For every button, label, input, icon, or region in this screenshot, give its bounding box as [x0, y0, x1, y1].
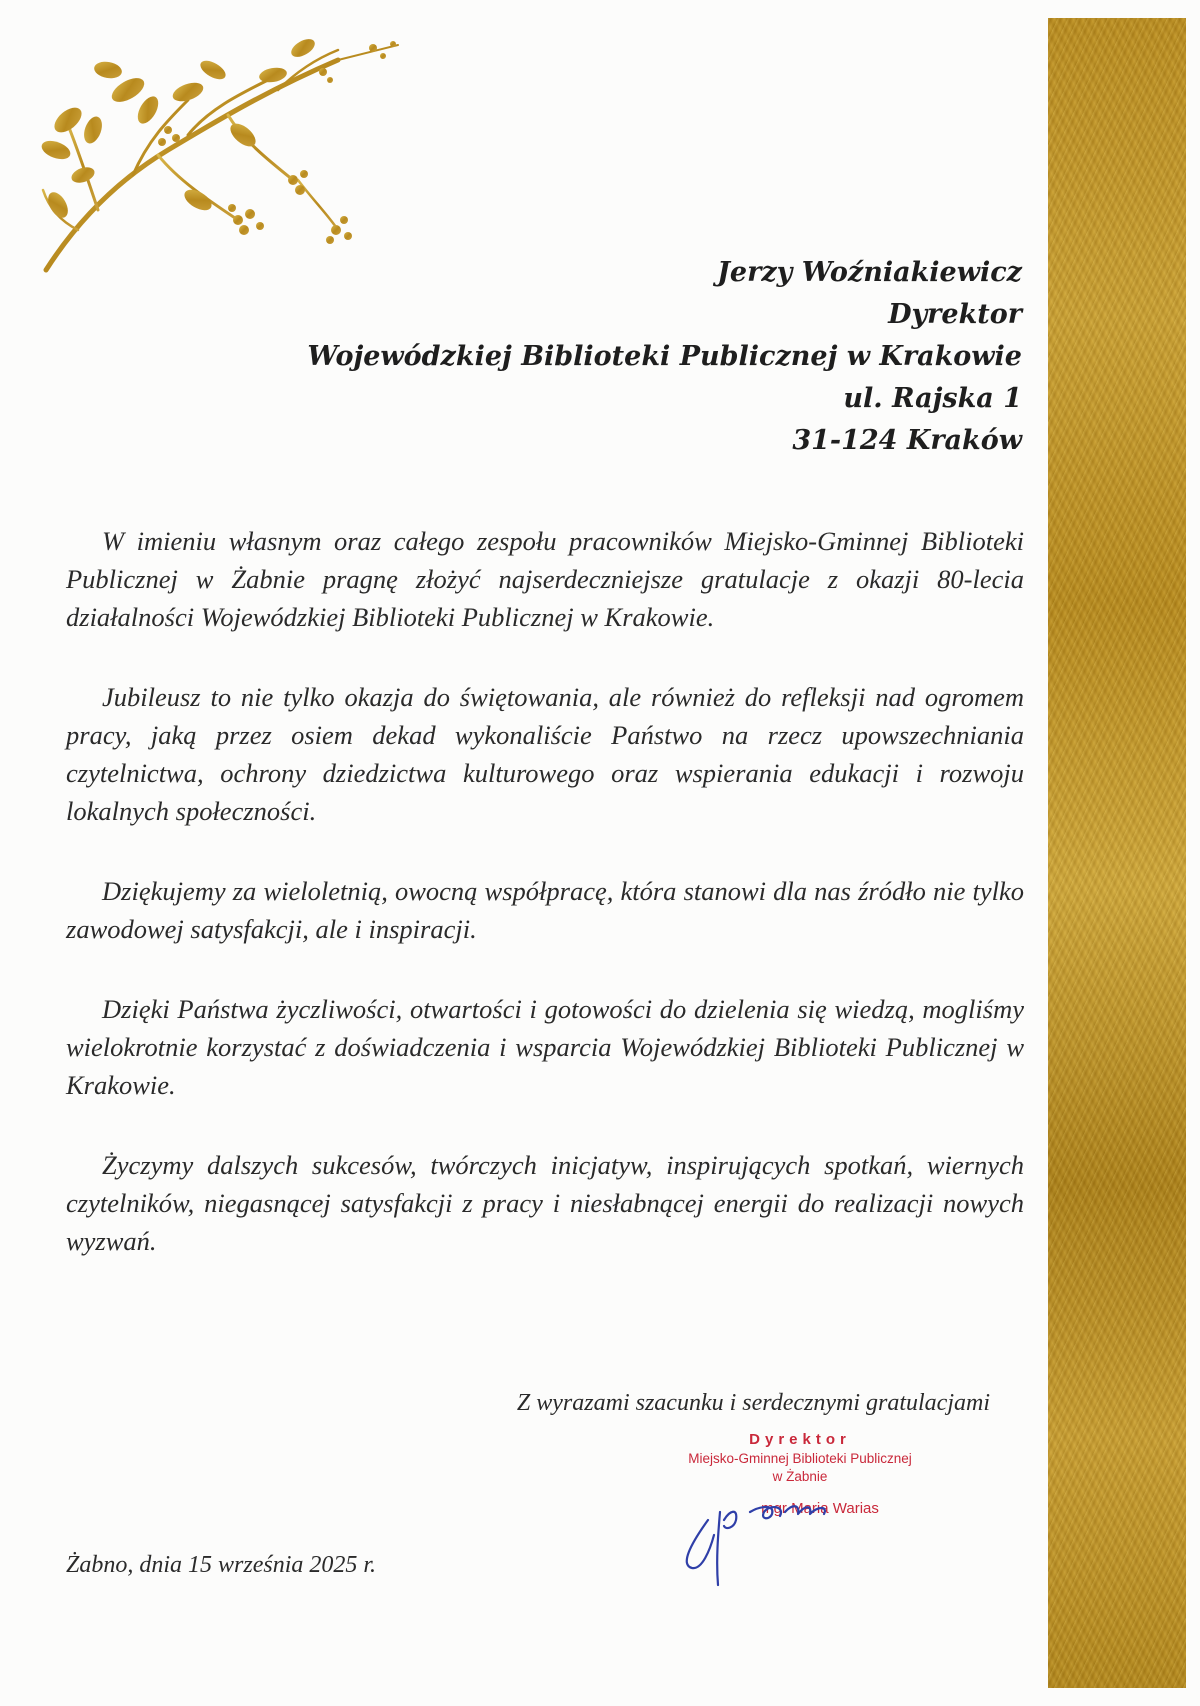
recipient-city: 31-124 Kraków [792, 425, 1022, 456]
letter-body [66, 522, 1024, 1302]
paragraph: W imieniu własnym oraz całego zespołu pracowników Miejsko-Gminnej Biblioteki Publicznej w Żabnie pragnę złożyć najserdeczniejsze gratulacje z okazji 80-lecia działalności Wojewódzkiej Biblioteki Publicznej w Krakowie. [66, 526, 1024, 632]
paragraph: Dzięki Państwa życzliwości, otwartości i gotowości do dzielenia się wiedzą, mogliśmy wielokrotnie korzystać z doświadczenia i wsparcia Wojewódzkiej Biblioteki Publicznej w Krakowie. [66, 994, 1024, 1100]
recipient-title: Dyrektor [888, 299, 1022, 330]
recipient-institution: Wojewódzkiej Biblioteki Publicznej w Krakowie [307, 341, 1022, 372]
recipient-name: Jerzy Woźniakiewicz [717, 257, 1022, 288]
stamp-organization: Miejsko-Gminnej Biblioteki Publicznej [688, 1451, 912, 1466]
recipient-address-block [262, 252, 1022, 462]
place-and-date: Żabno, dnia 15 września 2025 r. [66, 1552, 377, 1578]
recipient-street: ul. Rajska 1 [843, 383, 1022, 414]
paragraph: Dziękujemy za wieloletnią, owocną współpracę, która stanowi dla nas źródło nie tylko zawodowej satysfakcji, ale i inspiracji. [66, 876, 1024, 944]
stamp-town: w Żabnie [772, 1469, 828, 1484]
stamp-name: mgr Maria Warias [761, 1500, 879, 1517]
stamp-title: Dyrektor [749, 1431, 851, 1448]
handwritten-signature-icon [680, 1490, 880, 1590]
closing-phrase: Z wyrazami szacunku i serdecznymi gratulacjami [516, 1390, 990, 1416]
gold-decorative-band [1048, 18, 1186, 1688]
paragraph: Życzymy dalszych sukcesów, twórczych inicjatyw, inspirujących spotkań, wiernych czytelników, niegasnącej satysfakcji z pracy i niesłabnącej energii do realizacji nowych wyzwań. [66, 1150, 1024, 1256]
gold-floral-branch-icon [38, 30, 408, 280]
paragraph: Jubileusz to nie tylko okazja do świętowania, ale również do refleksji nad ogromem pracy, jaką przez osiem dekad wykonaliście Państwo na rzecz upowszechniania czytelnictwa, ochrony dziedzictwa kulturowego oraz wspierania edukacji i rozwoju lokalnych społeczności. [66, 682, 1024, 826]
